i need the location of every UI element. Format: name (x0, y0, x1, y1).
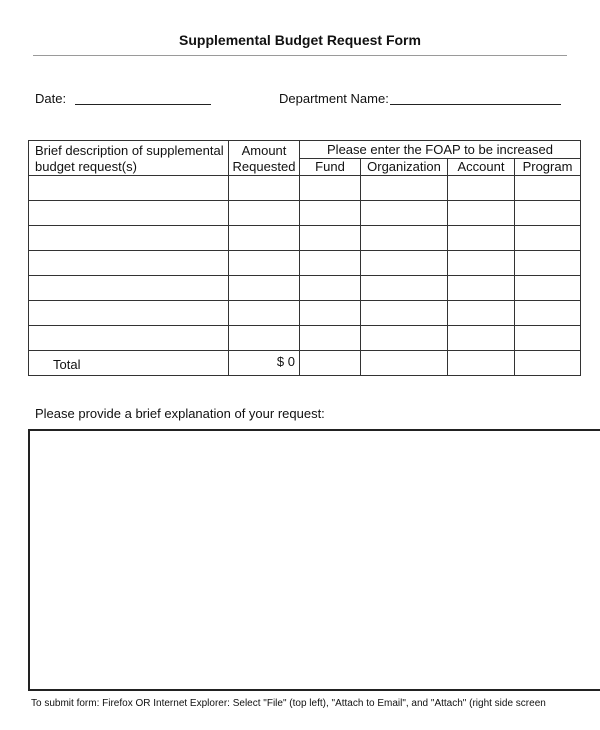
description-header: Brief description of supplemental budget request(s) (29, 141, 229, 176)
organization-cell[interactable] (361, 226, 448, 251)
fund-cell[interactable] (300, 276, 361, 301)
table-row (29, 251, 581, 276)
organization-cell[interactable] (361, 176, 448, 201)
organization-cell (361, 351, 448, 376)
organization-cell[interactable] (361, 251, 448, 276)
explanation-textarea[interactable] (28, 429, 600, 691)
description-cell[interactable] (29, 251, 229, 276)
fund-cell[interactable] (300, 226, 361, 251)
form-title: Supplemental Budget Request Form (179, 32, 421, 48)
fund-cell[interactable] (300, 301, 361, 326)
account-cell[interactable] (448, 301, 515, 326)
total-amount: $ 0 (229, 351, 300, 376)
amount-cell[interactable] (229, 176, 300, 201)
program-cell[interactable] (515, 301, 581, 326)
table-row (29, 276, 581, 301)
amount-cell[interactable] (229, 226, 300, 251)
amount-cell[interactable] (229, 301, 300, 326)
account-header: Account (448, 159, 515, 176)
table-row (29, 326, 581, 351)
date-field[interactable] (75, 104, 211, 105)
department-field[interactable] (390, 104, 561, 105)
description-cell[interactable] (29, 176, 229, 201)
program-cell[interactable] (515, 201, 581, 226)
budget-request-table (28, 140, 581, 376)
organization-cell[interactable] (361, 301, 448, 326)
description-cell[interactable] (29, 326, 229, 351)
account-cell[interactable] (448, 276, 515, 301)
account-cell[interactable] (448, 251, 515, 276)
total-row (29, 351, 581, 376)
description-cell[interactable] (29, 301, 229, 326)
account-cell[interactable] (448, 326, 515, 351)
description-cell[interactable] (29, 276, 229, 301)
program-header: Program (515, 159, 581, 176)
amount-cell[interactable] (229, 326, 300, 351)
amount-header: Amount Requested (229, 141, 300, 176)
program-cell[interactable] (515, 276, 581, 301)
account-cell[interactable] (448, 226, 515, 251)
table-header-row (29, 141, 581, 159)
date-label: Date: (35, 91, 67, 106)
account-cell[interactable] (448, 201, 515, 226)
table-row (29, 176, 581, 201)
account-cell[interactable] (448, 176, 515, 201)
department-label: Department Name: (279, 91, 389, 106)
organization-header: Organization (361, 159, 448, 176)
foap-header: Please enter the FOAP to be increased (300, 141, 581, 159)
title-divider (33, 55, 567, 56)
description-cell[interactable] (29, 226, 229, 251)
organization-cell[interactable] (361, 201, 448, 226)
amount-cell[interactable] (229, 251, 300, 276)
submit-instructions: To submit form: Firefox OR Internet Explorer: Select "File" (top left), "Attach to Email", and "Attach" (right side screen (31, 698, 546, 709)
fund-cell[interactable] (300, 176, 361, 201)
description-cell[interactable] (29, 201, 229, 226)
fund-cell[interactable] (300, 251, 361, 276)
organization-cell[interactable] (361, 326, 448, 351)
organization-cell[interactable] (361, 276, 448, 301)
program-cell (515, 351, 581, 376)
amount-cell[interactable] (229, 201, 300, 226)
table-row (29, 301, 581, 326)
program-cell[interactable] (515, 226, 581, 251)
fund-header: Fund (300, 159, 361, 176)
program-cell[interactable] (515, 251, 581, 276)
fund-cell (300, 351, 361, 376)
explanation-label: Please provide a brief explanation of your request: (35, 406, 325, 421)
program-cell[interactable] (515, 326, 581, 351)
table-row (29, 226, 581, 251)
fund-cell[interactable] (300, 201, 361, 226)
amount-cell[interactable] (229, 276, 300, 301)
table-row (29, 201, 581, 226)
total-label: Total (29, 351, 229, 376)
fund-cell[interactable] (300, 326, 361, 351)
program-cell[interactable] (515, 176, 581, 201)
account-cell (448, 351, 515, 376)
